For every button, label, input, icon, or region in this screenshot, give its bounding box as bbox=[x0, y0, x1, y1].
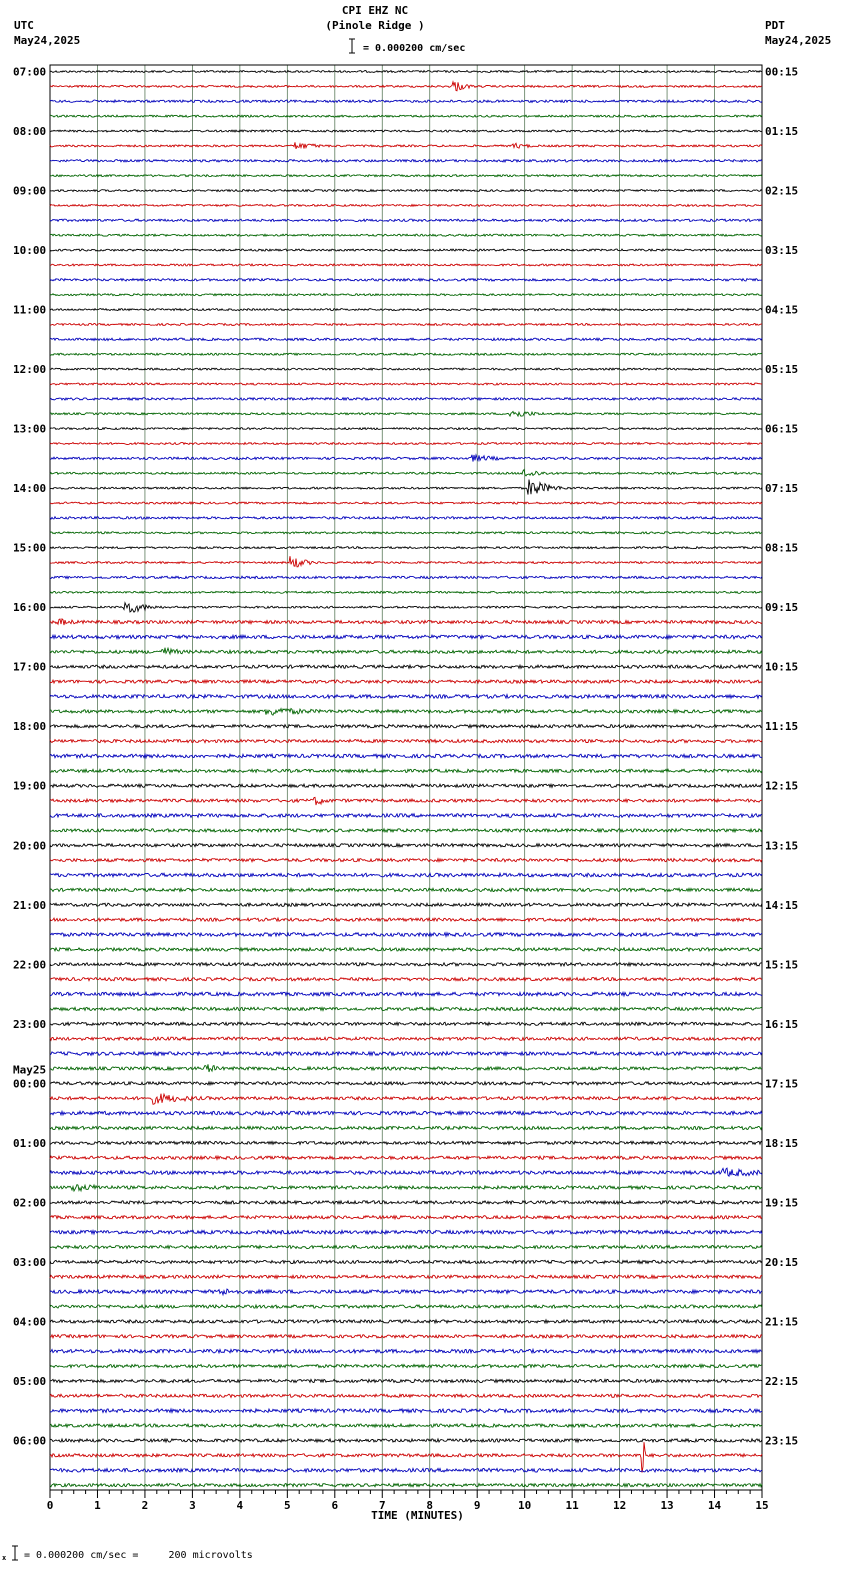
left-hour-label: 16:00 bbox=[13, 601, 47, 615]
left-hour-label: 18:00 bbox=[13, 720, 47, 734]
trace-62 bbox=[50, 992, 762, 996]
trace-64 bbox=[50, 1022, 762, 1025]
footer-prefix: x bbox=[2, 1554, 7, 1562]
trace-75 bbox=[50, 1185, 762, 1191]
trace-51 bbox=[50, 829, 762, 832]
left-timezone: UTC bbox=[14, 19, 34, 32]
trace-21 bbox=[50, 383, 762, 385]
trace-60 bbox=[50, 963, 762, 966]
trace-35 bbox=[50, 591, 762, 593]
trace-65 bbox=[50, 1037, 762, 1040]
trace-5 bbox=[50, 142, 762, 149]
trace-66 bbox=[50, 1052, 762, 1056]
right-hour-label: 04:15 bbox=[765, 303, 799, 317]
trace-3 bbox=[50, 115, 762, 117]
trace-43 bbox=[50, 709, 762, 716]
trace-34 bbox=[50, 576, 762, 578]
trace-38 bbox=[50, 635, 762, 639]
trace-61 bbox=[50, 978, 762, 981]
x-tick-label: 15 bbox=[755, 1499, 769, 1512]
right-hour-label: 02:15 bbox=[765, 184, 799, 198]
right-hour-label: 23:15 bbox=[765, 1434, 799, 1448]
trace-72 bbox=[50, 1141, 762, 1144]
left-hour-label: 19:00 bbox=[13, 779, 47, 793]
trace-57 bbox=[50, 918, 762, 921]
trace-1 bbox=[50, 82, 762, 91]
scale-bar-icon bbox=[349, 39, 355, 53]
left-hour-label: 13:00 bbox=[13, 422, 47, 436]
trace-63 bbox=[50, 1007, 762, 1010]
left-hour-label: 03:00 bbox=[13, 1255, 47, 1269]
left-hour-label: 17:00 bbox=[13, 660, 47, 674]
right-hour-label: 05:15 bbox=[765, 363, 799, 377]
right-hour-label: 00:15 bbox=[765, 65, 799, 79]
trace-8 bbox=[50, 190, 762, 192]
left-hour-label: 05:00 bbox=[13, 1374, 47, 1388]
left-hour-label: 11:00 bbox=[13, 303, 47, 317]
trace-9 bbox=[50, 204, 762, 206]
left-hour-label: 00:00 bbox=[13, 1077, 47, 1091]
trace-19 bbox=[50, 353, 762, 355]
trace-22 bbox=[50, 398, 762, 400]
trace-13 bbox=[50, 264, 762, 266]
trace-84 bbox=[50, 1320, 762, 1323]
trace-54 bbox=[50, 873, 762, 877]
trace-59 bbox=[50, 948, 762, 951]
footer-scale-label: = 0.000200 cm/sec = 200 microvolts bbox=[24, 1550, 253, 1561]
right-hour-label: 15:15 bbox=[765, 958, 799, 972]
trace-42 bbox=[50, 695, 762, 699]
trace-4 bbox=[50, 130, 762, 132]
right-hour-label: 09:15 bbox=[765, 601, 799, 615]
x-tick-label: 8 bbox=[426, 1499, 434, 1512]
trace-25 bbox=[50, 443, 762, 445]
trace-89 bbox=[50, 1394, 762, 1397]
trace-17 bbox=[50, 323, 762, 325]
x-tick-label: 7 bbox=[378, 1499, 386, 1512]
right-hour-label: 06:15 bbox=[765, 422, 799, 436]
trace-50 bbox=[50, 814, 762, 818]
x-tick-label: 13 bbox=[660, 1499, 674, 1512]
scale-label: = 0.000200 cm/sec bbox=[363, 43, 466, 54]
trace-46 bbox=[50, 754, 762, 758]
trace-82 bbox=[50, 1289, 762, 1295]
trace-14 bbox=[50, 279, 762, 281]
left-hour-label: 12:00 bbox=[13, 363, 47, 377]
trace-49 bbox=[50, 797, 762, 805]
trace-52 bbox=[50, 844, 762, 847]
right-date: May24,2025 bbox=[765, 34, 832, 47]
x-tick-label: 11 bbox=[565, 1499, 579, 1512]
trace-58 bbox=[50, 933, 762, 937]
x-tick-label: 3 bbox=[189, 1499, 196, 1512]
trace-71 bbox=[50, 1126, 762, 1129]
trace-55 bbox=[50, 888, 762, 891]
x-tick-label: 14 bbox=[707, 1499, 722, 1512]
trace-69 bbox=[50, 1094, 762, 1105]
trace-95 bbox=[50, 1484, 762, 1487]
left-hour-label: 10:00 bbox=[13, 244, 47, 258]
trace-73 bbox=[50, 1156, 762, 1159]
trace-20 bbox=[50, 368, 762, 370]
trace-53 bbox=[50, 859, 762, 862]
trace-18 bbox=[50, 338, 762, 340]
x-tick-label: 12 bbox=[612, 1499, 627, 1512]
trace-87 bbox=[50, 1364, 762, 1367]
trace-92 bbox=[50, 1439, 762, 1442]
right-timezone: PDT bbox=[765, 19, 785, 32]
right-hour-label: 19:15 bbox=[765, 1196, 799, 1210]
footer-scale-bar-icon bbox=[12, 1546, 18, 1560]
trace-27 bbox=[50, 470, 762, 476]
trace-31 bbox=[50, 532, 762, 534]
left-hour-label: 01:00 bbox=[13, 1136, 47, 1150]
station-name: (Pinole Ridge ) bbox=[325, 19, 425, 32]
trace-6 bbox=[50, 160, 762, 162]
right-hour-label: 13:15 bbox=[765, 839, 799, 853]
trace-67 bbox=[50, 1064, 762, 1072]
x-tick-label: 9 bbox=[473, 1499, 481, 1512]
trace-2 bbox=[50, 100, 762, 102]
trace-47 bbox=[50, 769, 762, 772]
trace-78 bbox=[50, 1230, 762, 1234]
right-hour-label: 07:15 bbox=[765, 482, 799, 496]
left-hour-label: 09:00 bbox=[13, 184, 47, 198]
trace-layer bbox=[50, 71, 762, 1487]
trace-32 bbox=[50, 547, 762, 549]
x-tick-label: 6 bbox=[331, 1499, 339, 1512]
trace-68 bbox=[50, 1082, 762, 1085]
trace-94 bbox=[50, 1468, 762, 1472]
trace-15 bbox=[50, 294, 762, 296]
left-hour-label: 14:00 bbox=[13, 482, 47, 496]
right-hour-label: 20:15 bbox=[765, 1255, 799, 1269]
left-hour-label: 04:00 bbox=[13, 1315, 47, 1329]
left-hour-label: 22:00 bbox=[13, 958, 47, 972]
trace-11 bbox=[50, 234, 762, 236]
x-tick-label: 0 bbox=[46, 1499, 54, 1512]
trace-93 bbox=[50, 1442, 762, 1472]
trace-26 bbox=[50, 455, 762, 462]
left-hour-label: 20:00 bbox=[13, 839, 47, 853]
right-hour-label: 03:15 bbox=[765, 244, 799, 258]
trace-91 bbox=[50, 1424, 762, 1427]
trace-41 bbox=[50, 680, 762, 683]
right-hour-label: 18:15 bbox=[765, 1136, 799, 1150]
right-hour-label: 16:15 bbox=[765, 1017, 799, 1031]
left-hour-label: 02:00 bbox=[13, 1196, 47, 1210]
trace-24 bbox=[50, 428, 762, 430]
trace-88 bbox=[50, 1379, 762, 1382]
trace-74 bbox=[50, 1168, 762, 1176]
trace-44 bbox=[50, 725, 762, 728]
trace-77 bbox=[50, 1216, 762, 1219]
trace-16 bbox=[50, 309, 762, 311]
right-hour-label: 17:15 bbox=[765, 1077, 799, 1091]
left-hour-label: 08:00 bbox=[13, 125, 47, 139]
trace-80 bbox=[50, 1260, 762, 1263]
right-hour-label: 14:15 bbox=[765, 898, 799, 912]
trace-33 bbox=[50, 556, 762, 567]
right-hour-label: 12:15 bbox=[765, 779, 799, 793]
x-tick-label: 10 bbox=[518, 1499, 532, 1512]
trace-86 bbox=[50, 1349, 762, 1353]
trace-28 bbox=[50, 480, 762, 495]
trace-76 bbox=[50, 1201, 762, 1204]
station-code-title: CPI EHZ NC bbox=[341, 4, 409, 17]
trace-23 bbox=[50, 411, 762, 416]
left-hour-label: 06:00 bbox=[13, 1434, 47, 1448]
trace-36 bbox=[50, 603, 762, 612]
trace-79 bbox=[50, 1245, 762, 1248]
left-date: May24,2025 bbox=[14, 34, 81, 47]
trace-90 bbox=[50, 1409, 762, 1413]
trace-39 bbox=[50, 648, 762, 654]
trace-30 bbox=[50, 517, 762, 519]
right-hour-label: 08:15 bbox=[765, 541, 799, 555]
date-change-label: May25 bbox=[13, 1063, 47, 1077]
trace-0 bbox=[50, 71, 762, 73]
trace-7 bbox=[50, 175, 762, 177]
left-hour-label: 21:00 bbox=[13, 898, 47, 912]
x-tick-label: 5 bbox=[284, 1499, 291, 1512]
trace-70 bbox=[50, 1111, 762, 1115]
left-hour-label: 15:00 bbox=[13, 541, 47, 555]
trace-10 bbox=[50, 219, 762, 221]
right-hour-label: 22:15 bbox=[765, 1374, 799, 1388]
right-hour-label: 01:15 bbox=[765, 125, 799, 139]
trace-29 bbox=[50, 502, 762, 504]
trace-81 bbox=[50, 1275, 762, 1278]
trace-12 bbox=[50, 249, 762, 251]
trace-37 bbox=[50, 619, 762, 625]
x-axis-label: TIME (MINUTES) bbox=[371, 1509, 464, 1522]
trace-85 bbox=[50, 1335, 762, 1338]
right-hour-label: 10:15 bbox=[765, 660, 799, 674]
trace-83 bbox=[50, 1305, 762, 1308]
trace-40 bbox=[50, 665, 762, 668]
right-hour-label: 11:15 bbox=[765, 720, 799, 734]
trace-48 bbox=[50, 784, 762, 787]
right-hour-label: 21:15 bbox=[765, 1315, 799, 1329]
trace-56 bbox=[50, 903, 762, 906]
trace-45 bbox=[50, 740, 762, 743]
x-tick-label: 4 bbox=[236, 1499, 244, 1512]
left-hour-label: 07:00 bbox=[13, 65, 47, 79]
x-tick-label: 1 bbox=[94, 1499, 101, 1512]
x-tick-label: 2 bbox=[141, 1499, 149, 1512]
left-hour-label: 23:00 bbox=[13, 1017, 47, 1031]
